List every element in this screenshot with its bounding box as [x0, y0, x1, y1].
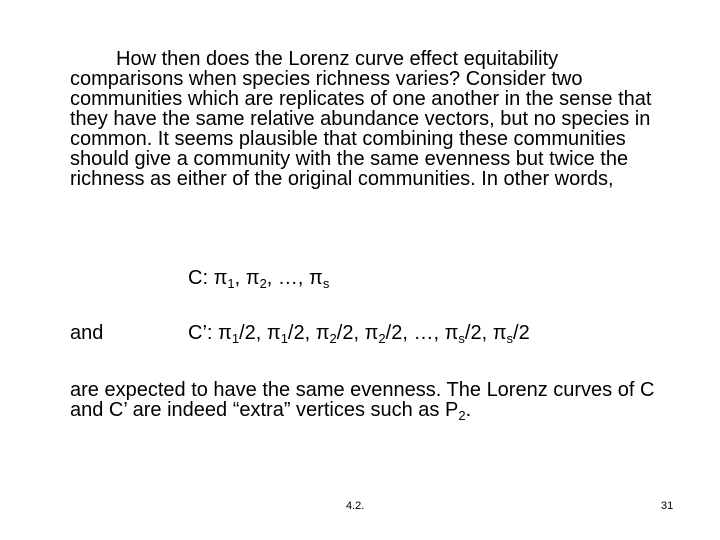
- half: /2: [336, 322, 354, 344]
- main-paragraph-text: How then does the Lorenz curve effect equitability comparisons when species richness varies? Consider two communities which are replicates of one another in the sense that they have the same relative abundance vectors, but no species in common. It seems plausible that combining these communities should give a community with the same evenness but twice the richness as either of the original communities. In other words,: [70, 48, 652, 190]
- formula-c-name: C: [188, 267, 203, 289]
- comma: ,: [234, 267, 246, 289]
- pi-symbol: π: [309, 267, 323, 289]
- pi-symbol: π: [444, 322, 459, 344]
- comma: ,: [255, 322, 267, 344]
- formula-c: [188, 267, 329, 289]
- pi-symbol: π: [218, 322, 232, 344]
- and-label: and: [70, 322, 104, 344]
- half: /2: [239, 322, 256, 344]
- formula-cprime-name: C’: [188, 322, 207, 344]
- subscript-2: 2: [458, 408, 466, 423]
- subscript-1: 1: [231, 331, 240, 346]
- subscript-2: 2: [259, 276, 267, 291]
- page-number: 31: [661, 500, 674, 512]
- tail-paragraph-text: are expected to have the same evenness. The Lorenz curves of C and C’ are indeed “extra” vertices such as P: [70, 379, 655, 421]
- comma: ,: [433, 322, 445, 344]
- footer-section-number: 4.2.: [346, 500, 365, 512]
- formula-cprime-sep: :: [206, 322, 219, 344]
- ellipsis: …: [413, 322, 434, 344]
- half: /2: [287, 322, 305, 344]
- subscript-2: 2: [378, 331, 386, 346]
- ellipsis: …: [277, 267, 298, 289]
- subscript-1: 1: [280, 331, 288, 346]
- formula-c-sep: :: [202, 267, 214, 289]
- tail-paragraph-end: .: [465, 399, 472, 421]
- subscript-s: s: [322, 276, 330, 291]
- main-paragraph: [70, 49, 660, 189]
- subscript-1: 1: [227, 276, 235, 291]
- tail-paragraph: [70, 379, 670, 423]
- subscript-2: 2: [329, 331, 337, 346]
- formula-c-prime: [188, 322, 530, 344]
- comma: ,: [481, 322, 493, 344]
- pi-symbol: π: [315, 322, 330, 344]
- subscript-s: s: [506, 331, 514, 346]
- comma: ,: [353, 322, 365, 344]
- comma: ,: [297, 267, 310, 289]
- half: /2: [464, 322, 482, 344]
- pi-symbol: π: [245, 267, 260, 289]
- subscript-s: s: [458, 331, 465, 346]
- pi-symbol: π: [364, 322, 379, 344]
- pi-symbol: π: [492, 322, 507, 344]
- comma: ,: [402, 322, 414, 344]
- pi-symbol: π: [213, 267, 228, 289]
- pi-symbol: π: [266, 322, 281, 344]
- half: /2: [513, 322, 530, 344]
- comma: ,: [304, 322, 316, 344]
- comma: ,: [266, 267, 278, 289]
- half: /2: [385, 322, 403, 344]
